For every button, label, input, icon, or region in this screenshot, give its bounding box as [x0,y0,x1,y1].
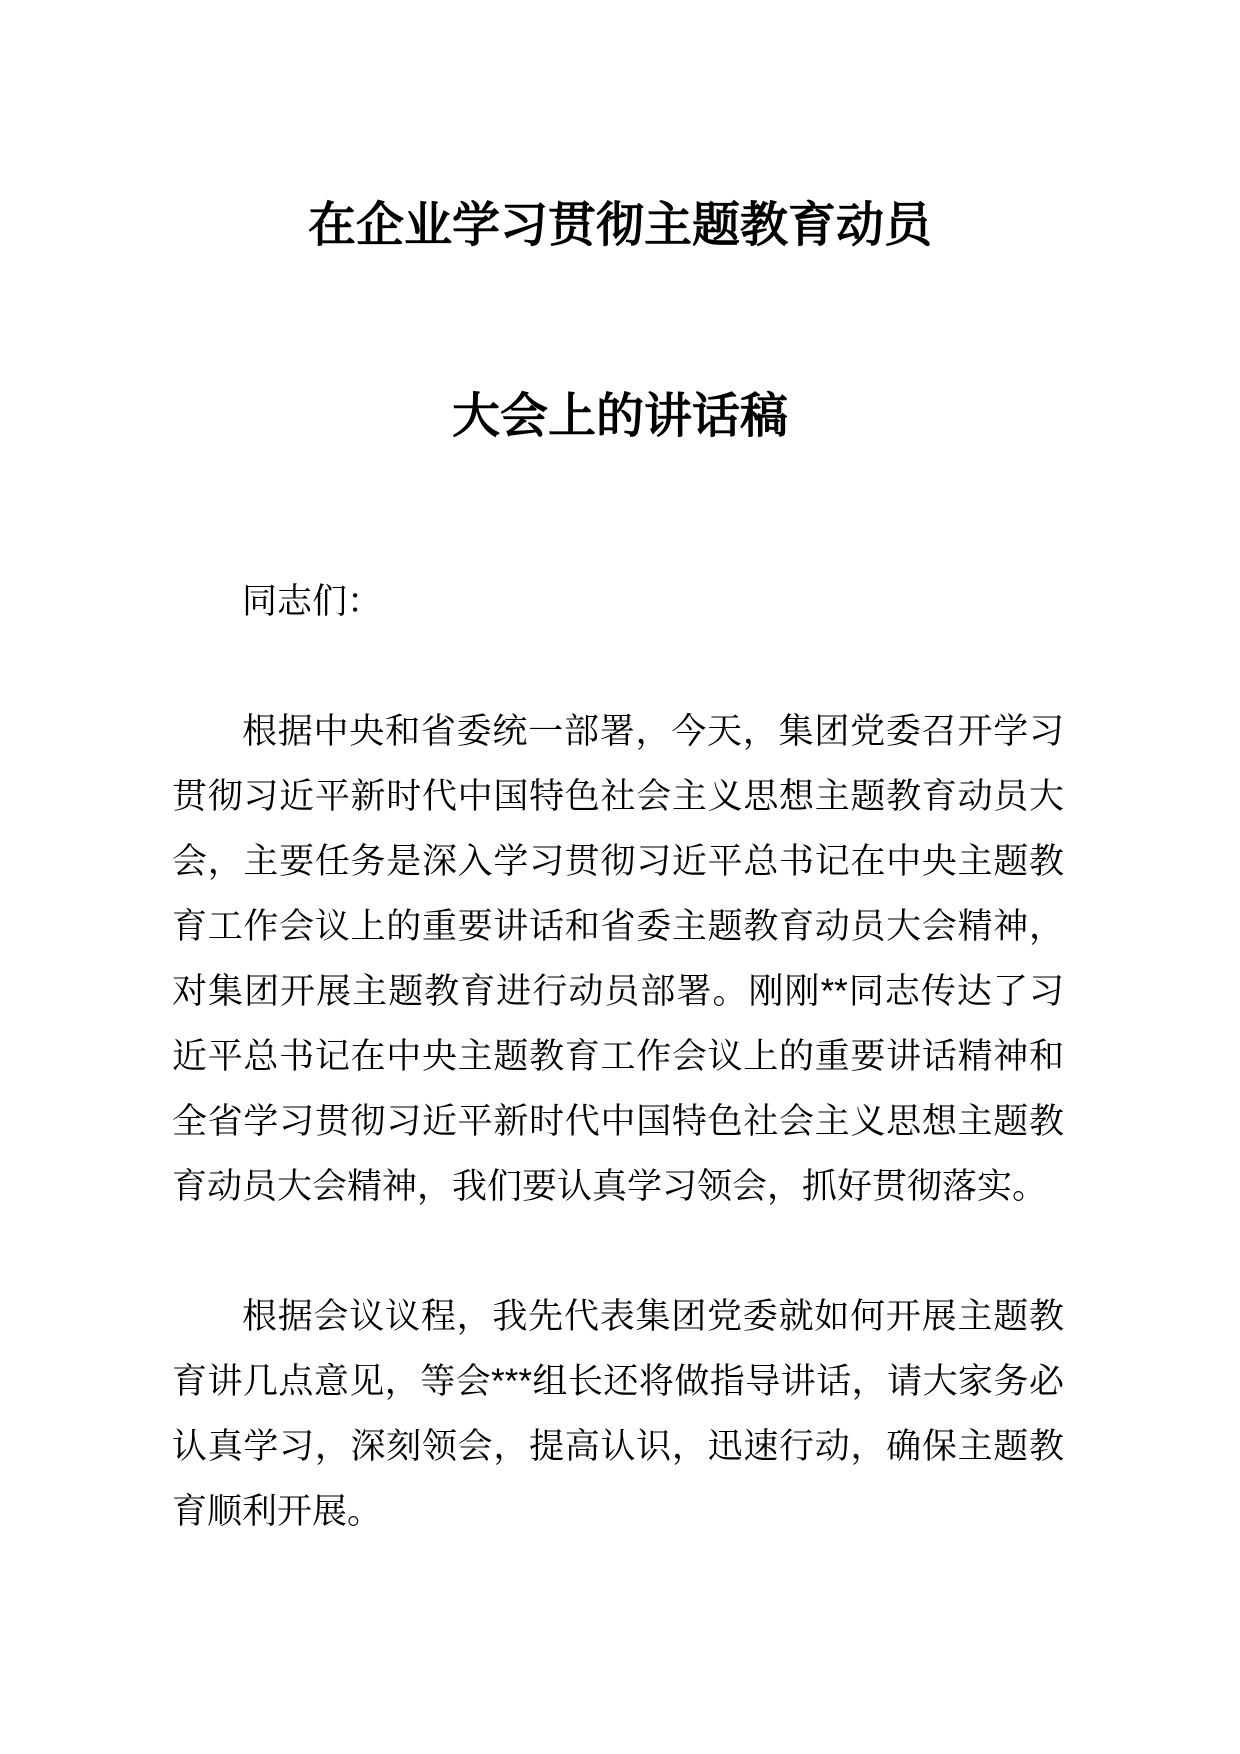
salutation: 同志们： [242,582,383,621]
paragraph-1: 根据中央和省委统一部署，今天，集团党委召开学习贯彻习近平新时代中国特色社会主义思想主题教育动员大会，主要任务是深入学习贯彻习近平总书记在中央主题教育工作会议上的重要讲话和省委主题教育动员大会精神，对集团开展主题教育进行动员部署。刚刚**同志传达了习近平总书记在中央主题教育工作会议上的重要讲话精神和全省学习贯彻习近平新时代中国特色社会主义思想主题教育动员大会精神，我们要认真学习领会，抓好贯彻落实。 [172,712,1064,1206]
document-title-line-2: 大会上的讲话稿 [451,390,788,443]
paragraph-2: 根据会议议程，我先代表集团党委就如何开展主题教育讲几点意见，等会***组长还将做指导讲话，请大家务必认真学习，深刻领会，提高认识，迅速行动，确保主题教育顺利开展。 [172,1297,1064,1531]
document-body [172,569,1064,1544]
document-title-line-1: 在企业学习贯彻主题教育动员 [307,199,932,252]
document-title [0,0,1240,447]
